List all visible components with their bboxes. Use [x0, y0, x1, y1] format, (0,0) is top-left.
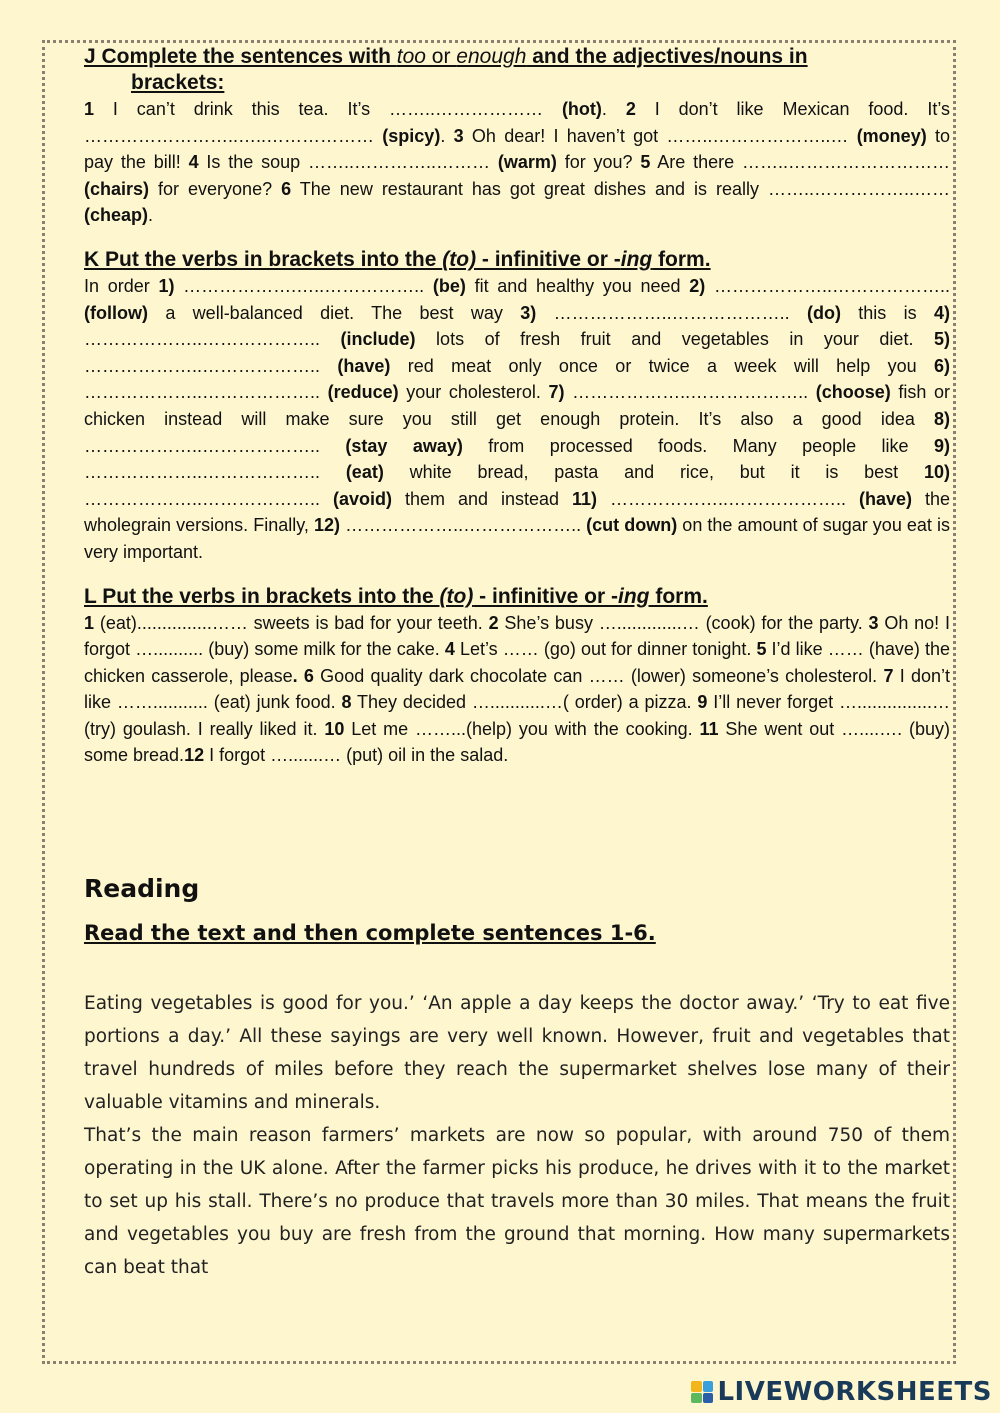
sentence-text: I don’t like Mexican food. It’s ……………………..…..………………	[84, 99, 950, 146]
bracket-hint: (spicy)	[382, 125, 441, 146]
section-j-title-line2: brackets:	[131, 71, 225, 94]
section-j-title-enough: enough	[456, 45, 527, 68]
bold-segment: 10	[324, 718, 345, 739]
logo-square	[703, 1393, 714, 1404]
section-l-title-ing: ing	[618, 584, 650, 608]
sentence-text: Are there ……..………………………	[650, 152, 950, 173]
item-number: 1	[84, 99, 95, 119]
text-segment: ………………..………………..	[84, 462, 346, 483]
bold-segment: 3)	[520, 302, 537, 323]
bracket-hint: (cheap)	[84, 205, 149, 226]
section-j-title	[84, 44, 950, 96]
text-segment: lots of fresh fruit and vegetables in your diet.	[415, 329, 934, 350]
bold-segment: 2)	[689, 275, 706, 296]
bold-segment: (reduce)	[327, 382, 399, 403]
bold-segment: 4)	[933, 302, 950, 323]
bold-segment: 8	[341, 692, 352, 713]
bold-segment: 12	[184, 745, 205, 766]
item-number: 2	[625, 99, 636, 119]
logo-square	[703, 1381, 714, 1392]
bold-segment: (include)	[340, 329, 416, 350]
reading-passage	[84, 987, 950, 1284]
bold-segment: 3	[868, 612, 879, 633]
section-l-title-part: form.	[649, 584, 708, 608]
section-k-title-to: (to)	[442, 247, 477, 271]
text-segment: Oh no! I forgot ….......... (buy) some milk for the cake.	[84, 612, 950, 660]
worksheet-content	[84, 44, 951, 1278]
text-segment: I forgot ….......… (put) oil in the salad.	[204, 745, 509, 766]
bold-segment: 4	[444, 639, 455, 660]
section-k-title	[84, 247, 950, 273]
bold-segment: (have)	[858, 488, 912, 509]
logo-mark-icon	[691, 1381, 713, 1403]
text-segment: ………………..………………..	[84, 488, 333, 509]
section-l-exercise-text	[84, 610, 950, 770]
section-l-title-to: (to)	[439, 584, 474, 608]
bold-segment: (follow)	[84, 302, 148, 323]
logo-square	[691, 1381, 702, 1392]
reading-heading: Reading	[84, 874, 200, 903]
section-j	[84, 44, 950, 229]
bold-segment: 1)	[158, 275, 175, 296]
sentence-text: .	[148, 205, 154, 226]
text-segment: ………………..………………..	[84, 382, 328, 403]
section-k-exercise-text	[84, 273, 950, 566]
bracket-hint: (hot)	[561, 99, 602, 119]
bold-segment: (have)	[337, 355, 391, 376]
bold-segment: (eat)	[345, 462, 384, 483]
text-segment: ……………….…..……………..	[174, 275, 433, 296]
item-number: 5	[640, 152, 651, 173]
section-j-title-or: or	[425, 45, 457, 68]
bold-segment: 11)	[571, 488, 598, 509]
section-j-title-part: J Complete the sentences with	[84, 45, 397, 68]
bold-segment: 6)	[933, 355, 950, 376]
text-segment: ………………..………………..	[536, 302, 807, 323]
logo-text: LIVEWORKSHEETS	[717, 1377, 992, 1407]
bold-segment: (cut down)	[586, 515, 678, 536]
section-l-title-part: - infinitive or -	[473, 584, 619, 608]
bold-segment: 1	[84, 612, 95, 633]
bold-segment: 9	[697, 692, 708, 713]
sentence-text: for you?	[556, 152, 641, 173]
sentence-text: Is the soup ……..…………..………	[198, 152, 498, 173]
text-segment: She went out …....…. (buy) some bread.	[84, 718, 951, 766]
text-segment: ………………..………………..	[705, 275, 950, 296]
section-j-exercise-text	[84, 96, 950, 229]
item-number: 4	[188, 152, 199, 173]
bold-segment: (choose)	[815, 382, 891, 403]
section-l	[84, 584, 950, 770]
text-segment: I’ll never forget …...............…(try) goulash. I really liked it.	[84, 692, 950, 739]
item-number: 3	[453, 125, 464, 146]
text-segment: Good quality dark chocolate can …… (lower) someone’s cholesterol.	[313, 665, 884, 686]
text-segment: the wholegrain versions. Finally,	[84, 488, 950, 536]
text-segment: ………………..………………..	[84, 435, 346, 456]
text-segment: I don’t like ……........... (eat) junk food.	[84, 665, 951, 713]
section-k-title-part: - infinitive or -	[476, 247, 621, 271]
text-segment: ………………..………………..	[597, 488, 859, 509]
bold-segment: 8)	[933, 408, 950, 429]
section-k-title-part: form.	[652, 247, 711, 271]
sentence-text: The new restaurant has got great dishes and is really ……..……………..……	[291, 178, 950, 199]
sentence-text: for everyone?	[149, 178, 282, 199]
section-k-title-part: K Put the verbs in brackets into the	[84, 247, 443, 271]
section-k	[84, 247, 950, 566]
text-segment: on the amount of sugar you eat is very important.	[84, 515, 951, 562]
bold-segment: (stay away)	[345, 435, 463, 456]
text-segment: from processed foods. Many people like	[462, 435, 934, 456]
item-number: 6	[281, 178, 292, 199]
text-segment: ………………..………………..	[84, 355, 338, 376]
sentence-text: .	[440, 125, 454, 146]
bold-segment: 2	[488, 612, 499, 633]
text-segment: white bread, pasta and rice, but it is best	[383, 462, 924, 483]
bold-segment: (be)	[432, 275, 466, 296]
text-segment: them and instead	[392, 488, 572, 509]
section-k-title-ing: ing	[620, 247, 653, 271]
text-segment: Let me ……...(help) you with the cooking.	[344, 718, 700, 739]
section-l-title-part: L Put the verbs in brackets into the	[84, 584, 440, 608]
text-segment: They decided …...........…( order) a pizza.	[351, 692, 698, 713]
text-segment: your cholesterol.	[398, 382, 549, 403]
section-j-title-part: and the adjectives/nouns in	[526, 45, 808, 68]
reading-paragraph-2: That’s the main reason farmers’ markets are now so popular, with around 750 of them operating in the UK alone. After the farmer picks his produce, he drives with it to the market to set up his stall. There’s no produce that travels more than 30 miles. That means the fruit and vegetables you buy are fresh from the ground that morning. How many supermarkets can beat that	[84, 1125, 950, 1278]
bold-segment: 7	[883, 665, 894, 686]
sentence-text: I can’t drink this tea. It’s ……..………………	[94, 99, 562, 119]
bold-segment: 7)	[548, 382, 565, 403]
bracket-hint: (chairs)	[84, 178, 150, 199]
text-segment: She’s busy ….............… (cook) for the party.	[498, 612, 869, 633]
bold-segment: 10)	[923, 462, 950, 483]
reading-paragraph-1: Eating vegetables is good for you.’ ‘An apple a day keeps the doctor away.’ ‘Try to eat five portions a day.’ All these sayings are very well known. However, fruit and vegetables that travel hundreds of miles before they reach the supermarket shelves lose many of their valuable vitamins and minerals.	[84, 993, 950, 1113]
bold-segment: 5)	[933, 329, 950, 350]
text-segment: fish or chicken instead will make sure you still get enough protein. It’s also a good idea	[84, 382, 950, 429]
logo-square	[691, 1393, 702, 1404]
bold-segment: (avoid)	[332, 488, 392, 509]
text-segment: red meat only once or twice a week will help you	[390, 355, 934, 376]
bracket-hint: (money)	[856, 125, 927, 146]
sentence-text: .	[601, 99, 626, 119]
bold-segment: 12)	[314, 515, 341, 536]
text-segment: ………………..………………..	[340, 515, 587, 536]
bold-segment: (do)	[806, 302, 841, 323]
section-j-title-too: too	[396, 45, 426, 68]
bracket-hint: (warm)	[497, 152, 557, 173]
text-segment: Let’s …… (go) out for dinner tonight.	[454, 639, 757, 660]
text-segment: In order	[84, 275, 159, 296]
text-segment: fit and healthy you need	[465, 275, 690, 296]
text-segment: ………………..………………..	[564, 382, 816, 403]
text-segment: ………………..………………..	[84, 329, 341, 350]
liveworksheets-logo[interactable]	[691, 1377, 992, 1407]
bold-segment: . 6	[292, 665, 314, 686]
section-l-title	[84, 584, 950, 610]
bold-segment: 5	[756, 639, 767, 660]
text-segment: this is	[840, 302, 934, 323]
bold-segment: 9)	[933, 435, 950, 456]
text-segment: (eat)...............…… sweets is bad for your teeth.	[94, 612, 489, 633]
text-segment: a well-balanced diet. The best way	[147, 302, 521, 323]
reading-instruction: Read the text and then complete sentences 1-6.	[84, 921, 656, 945]
sentence-text: to pay the bill!	[84, 125, 950, 173]
bold-segment: 11	[699, 718, 719, 739]
text-segment: I’d like …… (have) the chicken casserole, please	[84, 639, 950, 686]
sentence-text: Oh dear! I haven’t got ……..………………..…	[463, 125, 857, 146]
